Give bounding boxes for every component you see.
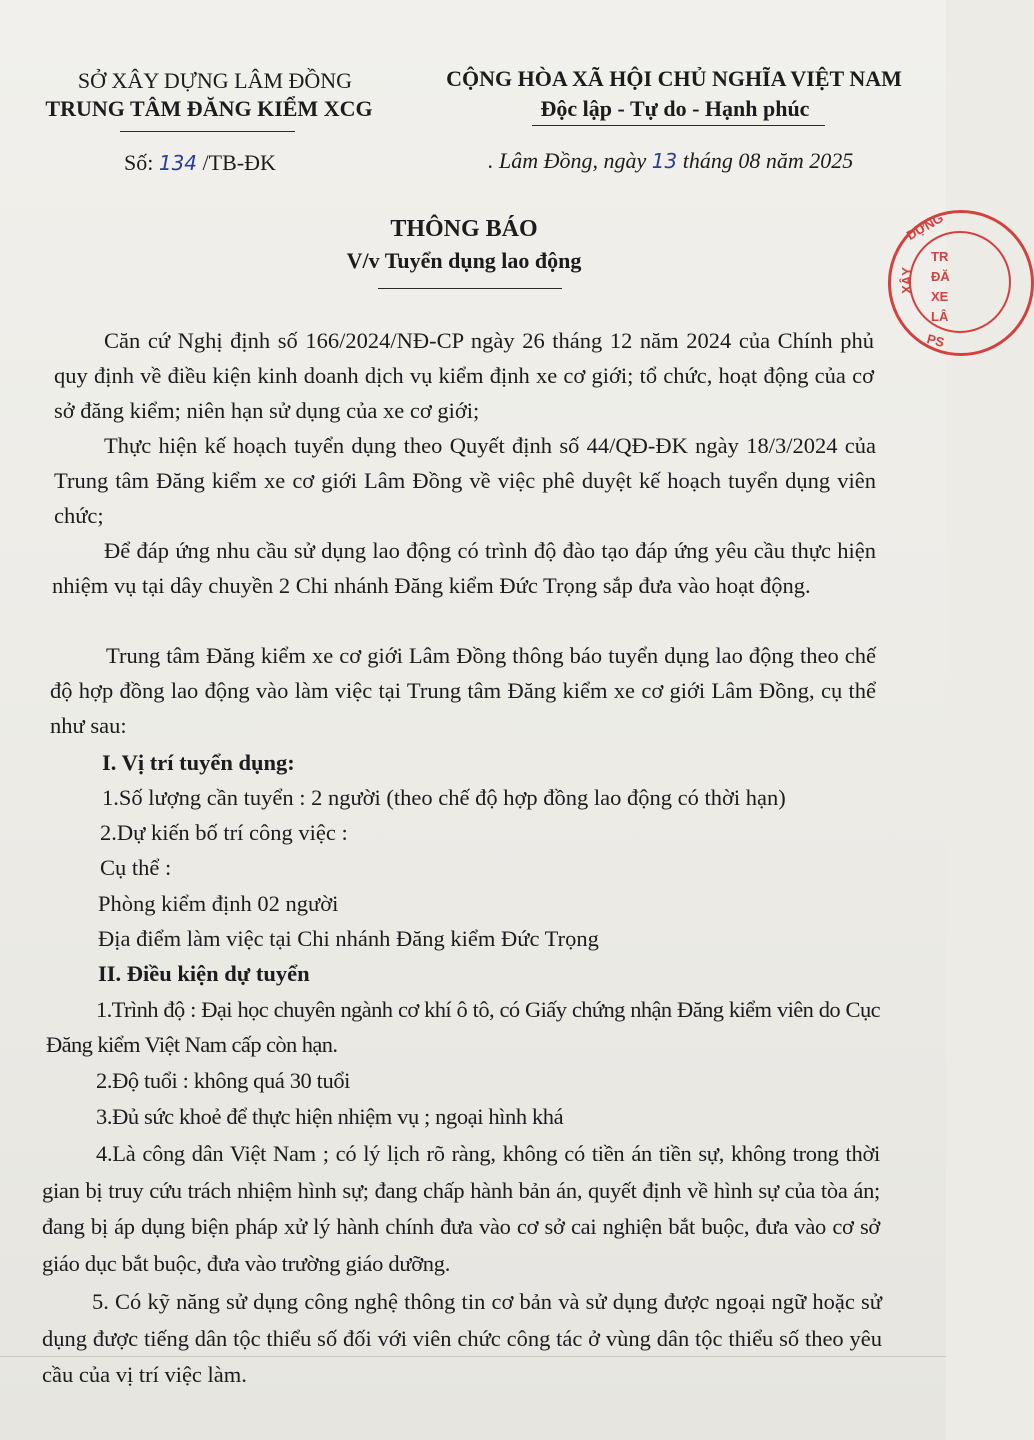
paragraph-announcement: Trung tâm Đăng kiểm xe cơ giới Lâm Đồng thông báo tuyển dụng lao động theo chế độ hợp đồng lao động vào làm việc tại Trung tâm Đăng kiểm xe cơ giới Lâm Đồng, cụ thể như sau: — [50, 643, 876, 738]
nation-line-2: Độc lập - Tự do - Hạnh phúc — [540, 96, 810, 121]
stamp-text-r4: LÂ — [931, 309, 949, 324]
stamp-text-r3: XE — [931, 289, 949, 304]
condition-3: 3.Đủ sức khoẻ để thực hiện nhiệm vụ ; ngoại hình khá — [96, 1104, 564, 1129]
date-prefix: . Lâm Đồng, ngày — [488, 148, 647, 173]
document-subject: V/v Tuyển dụng lao động — [346, 248, 582, 273]
official-stamp — [888, 210, 1034, 356]
number-suffix: /TB-ĐK — [202, 150, 276, 175]
paragraph-purpose: Để đáp ứng nhu cầu sử dụng lao động có trình độ đào tạo đáp ứng yêu cầu thực hiện nhiệm vụ tại dây chuyền 2 Chi nhánh Đăng kiểm Đức Trọng sắp đưa vào hoạt động. — [52, 538, 876, 598]
motto-underline — [532, 125, 825, 126]
date-suffix: tháng 08 năm 2025 — [682, 148, 854, 173]
subject-underline — [378, 288, 562, 289]
stamp-inner-ring — [909, 231, 1011, 333]
stamp-text-left: XÂY — [898, 267, 914, 294]
section-1-item-1: 1.Số lượng cần tuyển : 2 người (theo chế độ hợp đồng lao động có thời hạn) — [102, 785, 786, 810]
section-2-heading: II. Điều kiện dự tuyển — [98, 961, 310, 986]
paragraph-recruitment-plan: Thực hiện kế hoạch tuyển dụng theo Quyết định số 44/QĐ-ĐK ngày 18/3/2024 của Trung tâm Đăng kiểm xe cơ giới Lâm Đồng về việc phê duyệt kế hoạch tuyển dụng viên chức; — [54, 433, 876, 528]
section-1-detail-dept: Phòng kiểm định 02 người — [98, 891, 339, 916]
stamp-text-top: DỰNG — [903, 210, 946, 243]
section-1-detail-location: Địa điểm làm việc tại Chi nhánh Đăng kiểm Đức Trọng — [98, 926, 599, 951]
document-date — [488, 148, 853, 174]
document-title: THÔNG BÁO — [390, 216, 538, 242]
number-prefix: Số: — [124, 150, 154, 175]
org-line-1: SỞ XÂY DỰNG LÂM ĐỒNG — [77, 68, 353, 93]
org-line-2: TRUNG TÂM ĐĂNG KIỂM XCG — [45, 96, 373, 121]
stamp-text-r1: TR — [931, 249, 949, 264]
stamp-text-bottom: PS — [925, 331, 946, 350]
paragraph-legal-basis: Căn cứ Nghị định số 166/2024/NĐ-CP ngày 26 tháng 12 năm 2024 của Chính phủ quy định về điều kiện kinh doanh dịch vụ kiểm định xe cơ giới; tổ chức, hoạt động của cơ sở đăng kiểm; niên hạn sử dụng của xe cơ giới; — [54, 328, 874, 423]
nation-line-1: CỘNG HÒA XÃ HỘI CHỦ NGHĨA VIỆT NAM — [446, 66, 902, 91]
org-underline — [120, 131, 295, 132]
condition-4: 4.Là công dân Việt Nam ; có lý lịch rõ ràng, không có tiền án tiền sự, không trong thời gian bị truy cứu trách nhiệm hình sự; đang chấp hành bản án, quyết định về hình sự của tòa án; đang bị áp dụng biện pháp xử lý hành chính đưa vào cơ sở cai nghiện bắt buộc, đưa vào cơ sở giáo dục bắt buộc, đưa vào trường giáo dưỡng. — [42, 1141, 880, 1276]
section-1-heading: I. Vị trí tuyển dụng: — [102, 750, 295, 775]
condition-2: 2.Độ tuổi : không quá 30 tuổi — [96, 1068, 351, 1093]
number-handwritten: 134 — [158, 151, 198, 175]
document-number — [124, 150, 276, 176]
stamp-text-r2: ĐĂ — [931, 269, 950, 284]
condition-5: 5. Có kỹ năng sử dụng công nghệ thông tin cơ bản và sử dụng được ngoại ngữ hoặc sử dụng được tiếng dân tộc thiểu số đối với viên chức công tác ở vùng dân tộc thiểu số theo yêu cầu của vị trí việc làm. — [42, 1289, 882, 1387]
date-day-handwritten: 13 — [651, 149, 678, 173]
section-1-detail-label: Cụ thể : — [100, 855, 172, 880]
section-1-item-2: 2.Dự kiến bố trí công việc : — [100, 820, 348, 845]
paper-edge-line — [0, 1356, 946, 1357]
condition-1: 1.Trình độ : Đại học chuyên ngành cơ khí ô tô, có Giấy chứng nhận Đăng kiểm viên do Cục Đăng kiểm Việt Nam cấp còn hạn. — [46, 997, 880, 1057]
